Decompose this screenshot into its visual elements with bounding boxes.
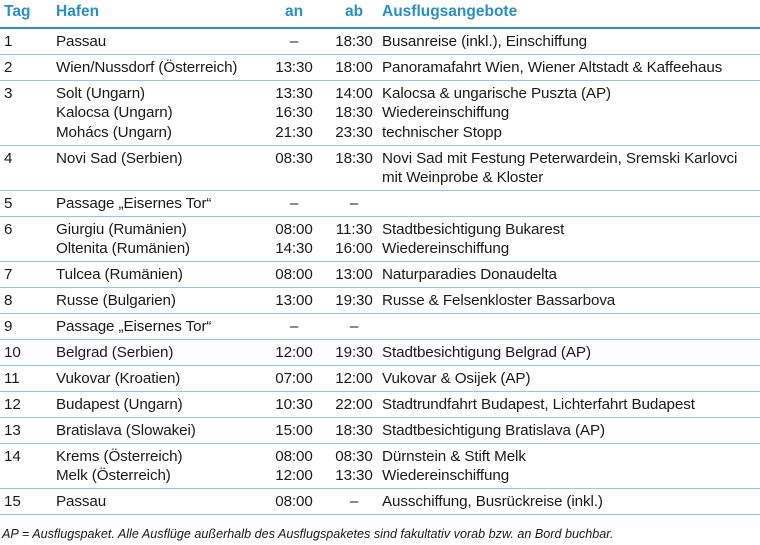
cell-hafen: Passau <box>56 492 107 510</box>
cell-ausflug: Kalocsa & ungarische Puszta (AP) <box>382 84 611 102</box>
cell-ausflug: Ausschiffung, Busrückreise (inkl.) <box>382 492 603 510</box>
table-header <box>0 0 760 29</box>
cell-ausflug: Wiedereinschiffung <box>382 467 510 484</box>
table-row-line <box>0 317 760 337</box>
table-row-line <box>0 343 760 363</box>
header-hafen: Hafen <box>56 3 100 20</box>
cell-ausflug: mit Weinprobe & Kloster <box>382 169 544 186</box>
table-row-line <box>0 123 760 143</box>
cell-tag: 12 <box>4 395 21 413</box>
cell-hafen: Passau <box>56 32 107 50</box>
table-row <box>0 489 760 515</box>
table-row-line <box>0 395 760 415</box>
cell-ausflug: Vukovar & Osijek (AP) <box>382 369 531 387</box>
cell-an: 08:00 <box>275 220 313 238</box>
cell-tag: 8 <box>4 291 13 309</box>
cell-hafen: Krems (Österreich) <box>56 447 183 465</box>
table-row <box>0 340 760 366</box>
cell-an: 13:30 <box>275 58 313 76</box>
table-row <box>0 288 760 314</box>
table-row <box>0 81 760 146</box>
table-row-line <box>0 447 760 467</box>
table-row <box>0 444 760 489</box>
cell-hafen: Solt (Ungarn) <box>56 84 146 102</box>
cell-ausflug: Stadtrundfahrt Budapest, Lichterfahrt Budapest <box>382 395 695 413</box>
table-row-line <box>0 194 760 214</box>
cell-tag: 15 <box>4 492 21 510</box>
cell-ausflug: Wiedereinschiffung <box>382 104 510 122</box>
table-row-line <box>0 421 760 441</box>
cell-ab: – <box>349 317 359 335</box>
cell-ab: 13:30 <box>335 467 373 484</box>
cell-ausflug: Naturparadies Donaudelta <box>382 265 557 283</box>
cell-ausflug: Stadtbesichtigung Bukarest <box>382 220 565 238</box>
cell-ab: – <box>349 492 359 510</box>
table-row-line <box>0 220 760 240</box>
cell-hafen: Melk (Österreich) <box>56 467 171 484</box>
header-tag: Tag <box>4 3 31 20</box>
cell-tag: 7 <box>4 265 13 283</box>
cell-ab: 22:00 <box>335 395 373 413</box>
cell-an: 08:00 <box>275 492 313 510</box>
cell-an: – <box>289 32 299 50</box>
cell-tag: 11 <box>4 369 20 387</box>
cell-an: 15:00 <box>275 421 313 439</box>
cell-ab: 23:30 <box>335 123 373 141</box>
table-row <box>0 146 760 191</box>
header-ausflug: Ausflugsangebote <box>382 3 518 20</box>
cell-hafen: Vukovar (Kroatien) <box>56 369 181 387</box>
cell-ausflug: Stadtbesichtigung Belgrad (AP) <box>382 343 591 361</box>
table-row <box>0 191 760 217</box>
table-row-line <box>0 265 760 285</box>
cell-an: 07:00 <box>275 369 313 387</box>
cell-tag: 13 <box>4 421 21 439</box>
cell-tag: 1 <box>4 32 13 50</box>
cell-an: 14:30 <box>275 240 313 257</box>
cell-an: 08:30 <box>275 149 313 167</box>
table-row <box>0 366 760 392</box>
cell-ausflug: Stadtbesichtigung Bratislava (AP) <box>382 421 605 439</box>
table-row <box>0 314 760 340</box>
cell-an: – <box>289 194 299 212</box>
cell-ausflug: Panoramafahrt Wien, Wiener Altstadt & Kaffeehaus <box>382 58 723 76</box>
table-row-line <box>0 291 760 311</box>
cell-ab: 11:30 <box>335 220 373 238</box>
cell-tag: 6 <box>4 220 13 238</box>
cell-ausflug: Dürnstein & Stift Melk <box>382 447 526 465</box>
cell-ab: 12:00 <box>335 369 373 387</box>
table-row-line <box>0 239 760 259</box>
cell-ab: 18:00 <box>335 58 373 76</box>
cell-an: 21:30 <box>275 123 313 141</box>
table-row <box>0 418 760 444</box>
cell-hafen: Bratislava (Slowakei) <box>56 421 196 439</box>
table-row-line <box>0 369 760 389</box>
cell-ab: – <box>349 194 359 212</box>
cell-hafen: Oltenita (Rumänien) <box>56 240 191 257</box>
cell-an: 08:00 <box>275 265 313 283</box>
cell-ausflug: Russe & Felsenkloster Bassarbova <box>382 291 616 309</box>
cell-ab: 18:30 <box>335 149 373 167</box>
cell-an: – <box>289 317 299 335</box>
cell-ausflug: technischer Stopp <box>382 123 502 141</box>
cell-hafen: Kalocsa (Ungarn) <box>56 104 173 122</box>
cell-ab: 18:30 <box>335 32 373 50</box>
cell-an: 16:30 <box>275 104 313 122</box>
cell-an: 08:00 <box>275 447 313 465</box>
cell-hafen: Russe (Bulgarien) <box>56 291 176 309</box>
cell-tag: 5 <box>4 194 13 212</box>
cell-ausflug: Novi Sad mit Festung Peterwardein, Sremski Karlovci <box>382 149 738 167</box>
table-row-line <box>0 84 760 104</box>
cell-tag: 14 <box>4 447 21 465</box>
table-row <box>0 217 760 262</box>
cell-ausflug: Wiedereinschiffung <box>382 240 510 257</box>
cell-tag: 10 <box>4 343 21 361</box>
table-row-line <box>0 466 760 486</box>
cell-hafen: Tulcea (Rumänien) <box>56 265 183 283</box>
cell-hafen: Giurgiu (Rumänien) <box>56 220 187 238</box>
cell-an: 12:00 <box>275 467 313 484</box>
cell-ab: 16:00 <box>335 240 373 257</box>
cell-ab: 18:30 <box>335 104 373 122</box>
table-row-line <box>0 32 760 52</box>
table-row <box>0 392 760 418</box>
cell-hafen: Wien/Nussdorf (Österreich) <box>56 58 238 76</box>
cell-hafen: Mohács (Ungarn) <box>56 123 172 141</box>
cell-hafen: Novi Sad (Serbien) <box>56 149 183 167</box>
table-row <box>0 262 760 288</box>
cell-an: 13:30 <box>275 84 313 102</box>
table-row-line <box>0 492 760 512</box>
table-row-line <box>0 149 760 169</box>
cell-hafen: Passage „Eisernes Tor“ <box>56 194 212 212</box>
cell-tag: 4 <box>4 149 13 167</box>
table-row-line <box>0 58 760 78</box>
header-an: an <box>284 3 304 20</box>
table-body <box>0 29 760 515</box>
cell-an: 12:00 <box>275 343 313 361</box>
cell-ab: 08:30 <box>335 447 373 465</box>
table-row <box>0 55 760 81</box>
cell-tag: 3 <box>4 84 13 102</box>
table-row-line <box>0 103 760 123</box>
cell-hafen: Budapest (Ungarn) <box>56 395 183 413</box>
cell-tag: 9 <box>4 317 13 335</box>
cell-ab: 18:30 <box>335 421 373 439</box>
cell-ausflug: Busanreise (inkl.), Einschiffung <box>382 32 588 50</box>
cell-hafen: Passage „Eisernes Tor“ <box>56 317 212 335</box>
cell-ab: 19:30 <box>335 343 373 361</box>
cell-ab: 19:30 <box>335 291 373 309</box>
cell-hafen: Belgrad (Serbien) <box>56 343 174 361</box>
table-row-line <box>0 168 760 188</box>
header-ab: ab <box>344 3 364 20</box>
cell-ab: 14:00 <box>335 84 373 102</box>
footnote: AP = Ausflugspaket. Alle Ausflüge außerhalb des Ausflugspaketes sind fakultativ vorab bzw. an Bord buchbar. <box>2 527 614 541</box>
cell-an: 10:30 <box>275 395 313 413</box>
cell-an: 13:00 <box>275 291 313 309</box>
cell-tag: 2 <box>4 58 13 76</box>
cell-ab: 13:00 <box>335 265 373 283</box>
table-row <box>0 29 760 55</box>
